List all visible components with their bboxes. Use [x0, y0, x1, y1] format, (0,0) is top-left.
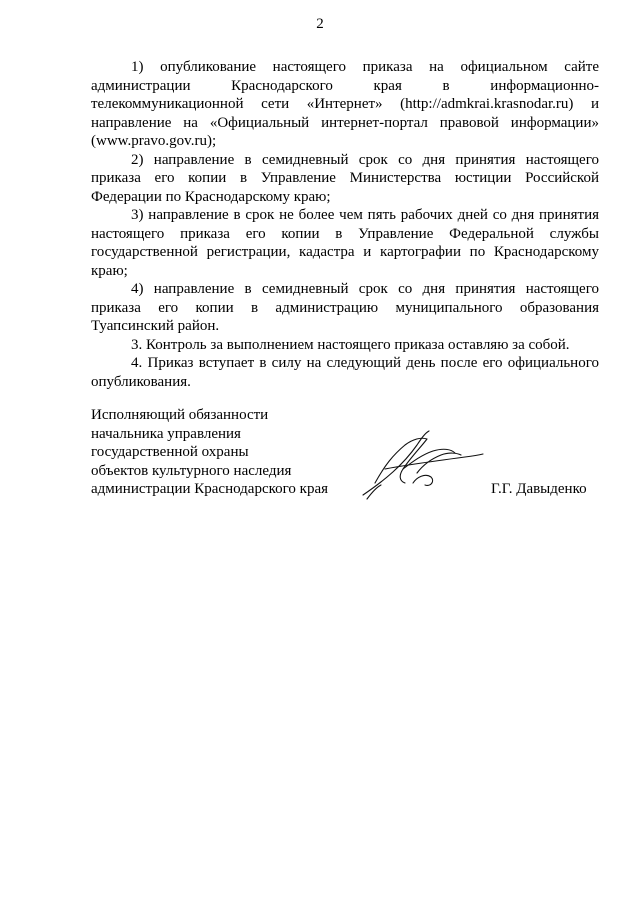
- paragraph-item-1: 1) опубликование настоящего приказа на официальном сайте администрации Краснодарского края в информационно-телекоммуникационной сети «Интернет» (http://admkrai.krasnodar.ru) и направление на «Официальный интернет-портал правовой информации» (www.pravo.gov.ru);: [91, 59, 599, 149]
- paragraph-effective-date: 4. Приказ вступает в силу на следующий день после его официального опубликования.: [91, 355, 599, 390]
- signature-block: [91, 406, 611, 499]
- paragraph-item-4: 4) направление в семидневный срок со дня принятия настоящего приказа его копии в администрацию муниципального образования Туапсинский район.: [91, 281, 599, 334]
- page-number: 2: [316, 16, 324, 32]
- handwritten-signature: [355, 425, 485, 505]
- paragraph-item-3: 3) направление в срок не более чем пять рабочих дней со дня принятия настоящего приказа его копии в Управление Федеральной службы государственной регистрации, кадастра и картографии по Краснодарскому краю;: [91, 207, 599, 279]
- paragraph-item-2: 2) направление в семидневный срок со дня принятия настоящего приказа его копии в Управление Министерства юстиции Российской Федерации по Краснодарскому краю;: [91, 151, 599, 205]
- paragraph-control: 3. Контроль за выполнением настоящего приказа оставляю за собой.: [131, 336, 570, 353]
- document-body: [91, 58, 599, 391]
- signer-title: Исполняющий обязанности начальника управления государственной охраны объектов культурного наследия администрации Краснодарского края: [91, 407, 329, 497]
- signer-name: Г.Г. Давыденко: [491, 481, 587, 497]
